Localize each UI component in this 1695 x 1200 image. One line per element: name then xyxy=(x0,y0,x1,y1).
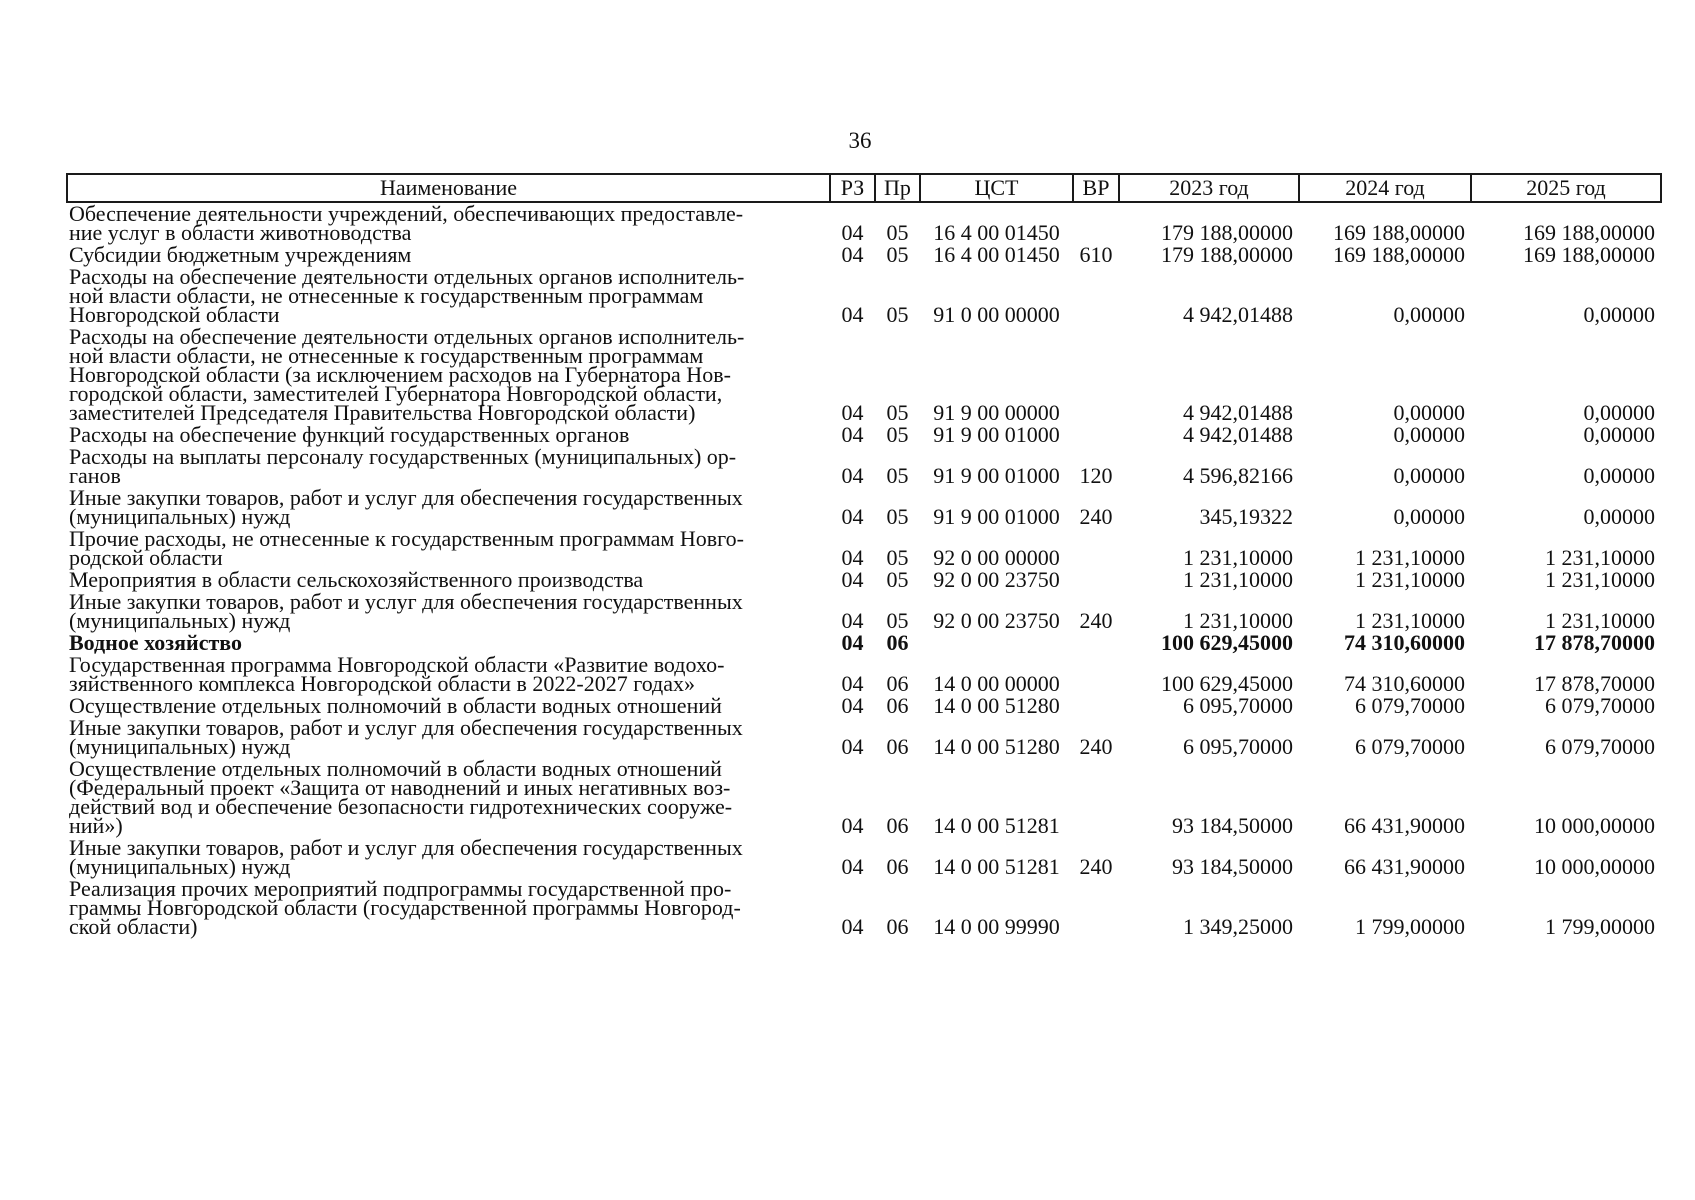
row-name-line: Прочие расходы, не отнесенные к государственным программам Новго- xyxy=(69,526,744,551)
row-pr: 06 xyxy=(886,854,909,879)
row-name xyxy=(67,528,830,569)
row-name xyxy=(67,878,830,938)
row-cst: 91 9 00 01000 xyxy=(933,463,1060,488)
table-row xyxy=(67,591,1661,632)
row-2024: 6 079,70000 xyxy=(1355,734,1465,759)
row-name-line: Иные закупки товаров, работ и услуг для обеспечения государственных xyxy=(69,589,743,614)
row-cst: 92 0 00 23750 xyxy=(933,608,1060,633)
table-row xyxy=(67,244,1661,266)
table-row xyxy=(67,487,1661,528)
row-pr: 06 xyxy=(886,693,909,718)
row-name xyxy=(67,632,830,654)
row-2025: 17 878,70000 xyxy=(1534,671,1655,696)
row-rz: 04 xyxy=(841,734,864,759)
row-2025: 0,00000 xyxy=(1583,400,1655,425)
row-2025: 1 231,10000 xyxy=(1545,545,1655,570)
row-vr xyxy=(1073,528,1119,569)
row-pr: 06 xyxy=(886,914,909,939)
row-vr xyxy=(1073,878,1119,938)
row-2023: 4 596,82166 xyxy=(1183,463,1293,488)
row-2023: 179 188,00000 xyxy=(1161,220,1293,245)
row-vr xyxy=(1073,695,1119,717)
row-name-line: Субсидии бюджетным учреждениям xyxy=(69,242,412,267)
row-name xyxy=(67,758,830,837)
row-name-line: Водное хозяйство xyxy=(69,630,242,655)
row-pr: 05 xyxy=(886,422,909,447)
row-name-line: (муниципальных) нужд xyxy=(69,504,291,529)
row-2025: 6 079,70000 xyxy=(1545,734,1655,759)
row-rz: 04 xyxy=(841,463,864,488)
row-2025: 0,00000 xyxy=(1583,302,1655,327)
row-2023: 1 349,25000 xyxy=(1183,914,1293,939)
row-name xyxy=(67,326,830,424)
table-row xyxy=(67,695,1661,717)
row-name-line: городской области, заместителей Губернатора Новгородской области, xyxy=(69,381,723,406)
row-cst: 14 0 00 99990 xyxy=(933,914,1060,939)
row-name xyxy=(67,202,830,244)
row-vr: 240 xyxy=(1079,854,1113,879)
header-2025: 2025 год xyxy=(1471,174,1661,202)
row-cst: 91 9 00 01000 xyxy=(933,422,1060,447)
header-2024: 2024 год xyxy=(1299,174,1471,202)
row-pr: 05 xyxy=(886,545,909,570)
row-name-line: Расходы на обеспечение деятельности отдельных органов исполнитель- xyxy=(69,324,745,349)
row-2023: 4 942,01488 xyxy=(1183,400,1293,425)
row-cst: 16 4 00 01450 xyxy=(933,220,1060,245)
row-2025: 17 878,70000 xyxy=(1534,630,1655,655)
row-name-line: Осуществление отдельных полномочий в области водных отношений xyxy=(69,756,722,781)
row-2024: 74 310,60000 xyxy=(1344,630,1465,655)
row-2025: 10 000,00000 xyxy=(1534,854,1655,879)
row-cst: 92 0 00 23750 xyxy=(933,567,1060,592)
row-name-line: (муниципальных) нужд xyxy=(69,854,291,879)
table-row xyxy=(67,569,1661,591)
row-name xyxy=(67,695,830,717)
row-2025: 169 188,00000 xyxy=(1523,220,1655,245)
row-name-line: ской области) xyxy=(69,914,198,939)
row-2025: 1 231,10000 xyxy=(1545,608,1655,633)
row-2024: 0,00000 xyxy=(1393,302,1465,327)
row-rz: 04 xyxy=(841,671,864,696)
row-rz: 04 xyxy=(841,813,864,838)
row-2024: 1 231,10000 xyxy=(1355,567,1465,592)
row-vr: 240 xyxy=(1079,734,1113,759)
row-2023: 93 184,50000 xyxy=(1172,854,1293,879)
row-vr xyxy=(1073,202,1119,244)
header-2023: 2023 год xyxy=(1119,174,1299,202)
row-name-line: Иные закупки товаров, работ и услуг для обеспечения государственных xyxy=(69,835,743,860)
row-pr: 05 xyxy=(886,302,909,327)
row-name-line: Новгородской области (за исключением расходов на Губернатора Нов- xyxy=(69,362,731,387)
row-name xyxy=(67,569,830,591)
row-name xyxy=(67,591,830,632)
row-vr: 120 xyxy=(1079,463,1113,488)
row-name-line: Государственная программа Новгородской области «Развитие водохо- xyxy=(69,652,725,677)
header-rz: РЗ xyxy=(830,174,875,202)
row-name-line: Обеспечение деятельности учреждений, обеспечивающих предоставле- xyxy=(69,201,744,226)
row-rz: 04 xyxy=(841,400,864,425)
row-2024: 1 231,10000 xyxy=(1355,545,1465,570)
row-pr: 05 xyxy=(886,504,909,529)
row-rz: 04 xyxy=(841,630,864,655)
row-2024: 169 188,00000 xyxy=(1333,242,1465,267)
row-cst: 16 4 00 01450 xyxy=(933,242,1060,267)
row-rz: 04 xyxy=(841,567,864,592)
row-vr xyxy=(1073,266,1119,326)
table-row xyxy=(67,878,1661,938)
table-row xyxy=(67,446,1661,487)
row-name-line: действий вод и обеспечение безопасности гидротехнических сооруже- xyxy=(69,794,733,819)
table-row xyxy=(67,528,1661,569)
page-number: 36 xyxy=(848,128,872,153)
row-vr xyxy=(1073,569,1119,591)
row-2023: 93 184,50000 xyxy=(1172,813,1293,838)
row-2023: 100 629,45000 xyxy=(1161,630,1293,655)
row-rz: 04 xyxy=(841,504,864,529)
row-pr: 05 xyxy=(886,567,909,592)
row-2024: 1 799,00000 xyxy=(1355,914,1465,939)
row-name-line: Иные закупки товаров, работ и услуг для обеспечения государственных xyxy=(69,715,743,740)
row-name xyxy=(67,487,830,528)
row-2023: 6 095,70000 xyxy=(1183,734,1293,759)
table-row xyxy=(67,202,1661,244)
row-2024: 0,00000 xyxy=(1393,463,1465,488)
row-vr xyxy=(1073,758,1119,837)
row-rz: 04 xyxy=(841,302,864,327)
table-row xyxy=(67,717,1661,758)
row-2023: 6 095,70000 xyxy=(1183,693,1293,718)
row-rz: 04 xyxy=(841,422,864,447)
row-2024: 0,00000 xyxy=(1393,400,1465,425)
row-name-line: зяйственного комплекса Новгородской области в 2022-2027 годах» xyxy=(69,671,696,696)
row-2025: 1 231,10000 xyxy=(1545,567,1655,592)
row-rz: 04 xyxy=(841,545,864,570)
row-name-line: Расходы на выплаты персоналу государственных (муниципальных) ор- xyxy=(69,444,737,469)
row-name-line: родской области xyxy=(69,545,223,570)
row-pr: 05 xyxy=(886,242,909,267)
table-header-row xyxy=(67,174,1661,202)
row-vr: 240 xyxy=(1079,608,1113,633)
row-name-line: (муниципальных) нужд xyxy=(69,608,291,633)
row-cst: 14 0 00 51281 xyxy=(933,854,1060,879)
row-rz: 04 xyxy=(841,220,864,245)
row-name-line: ний») xyxy=(69,813,123,838)
row-vr xyxy=(1073,326,1119,424)
row-name-line: Расходы на обеспечение деятельности отдельных органов исполнитель- xyxy=(69,264,745,289)
row-name-line: Новгородской области xyxy=(69,302,280,327)
row-2025: 10 000,00000 xyxy=(1534,813,1655,838)
row-rz: 04 xyxy=(841,242,864,267)
row-pr: 05 xyxy=(886,463,909,488)
budget-table xyxy=(66,173,1662,938)
row-pr: 06 xyxy=(886,630,909,655)
row-name-line: Мероприятия в области сельскохозяйственного производства xyxy=(69,567,644,592)
row-2023: 345,19322 xyxy=(1199,504,1293,529)
row-2025: 0,00000 xyxy=(1583,422,1655,447)
row-cst: 91 9 00 00000 xyxy=(933,400,1060,425)
row-name xyxy=(67,837,830,878)
row-vr xyxy=(1073,424,1119,446)
row-pr: 05 xyxy=(886,220,909,245)
row-2025: 1 799,00000 xyxy=(1545,914,1655,939)
header-name: Наименование xyxy=(67,174,830,202)
row-2023: 1 231,10000 xyxy=(1183,567,1293,592)
row-2025: 0,00000 xyxy=(1583,463,1655,488)
row-2024: 169 188,00000 xyxy=(1333,220,1465,245)
row-name xyxy=(67,446,830,487)
row-cst: 92 0 00 00000 xyxy=(933,545,1060,570)
row-2024: 74 310,60000 xyxy=(1344,671,1465,696)
header-vr: ВР xyxy=(1073,174,1119,202)
row-2024: 1 231,10000 xyxy=(1355,608,1465,633)
table-row xyxy=(67,326,1661,424)
row-2024: 0,00000 xyxy=(1393,504,1465,529)
row-pr: 05 xyxy=(886,400,909,425)
row-name-line: (муниципальных) нужд xyxy=(69,734,291,759)
row-2025: 169 188,00000 xyxy=(1523,242,1655,267)
row-name-line: ние услуг в области животноводства xyxy=(69,220,412,245)
row-name xyxy=(67,654,830,695)
row-pr: 06 xyxy=(886,813,909,838)
row-2025: 0,00000 xyxy=(1583,504,1655,529)
row-2023: 179 188,00000 xyxy=(1161,242,1293,267)
row-2024: 6 079,70000 xyxy=(1355,693,1465,718)
row-2023: 100 629,45000 xyxy=(1161,671,1293,696)
row-2023: 1 231,10000 xyxy=(1183,545,1293,570)
row-pr: 06 xyxy=(886,671,909,696)
row-name-line: Расходы на обеспечение функций государственных органов xyxy=(69,422,630,447)
table-row xyxy=(67,266,1661,326)
header-cst: ЦСТ xyxy=(920,174,1073,202)
table-row xyxy=(67,632,1661,654)
row-pr: 05 xyxy=(886,608,909,633)
table-row xyxy=(67,654,1661,695)
row-cst: 91 0 00 00000 xyxy=(933,302,1060,327)
row-name-line: ной власти области, не отнесенные к государственным программам xyxy=(69,343,704,368)
row-name-line: заместителей Председателя Правительства Новгородской области) xyxy=(69,400,696,425)
row-cst: 91 9 00 01000 xyxy=(933,504,1060,529)
row-vr xyxy=(1073,654,1119,695)
row-pr: 06 xyxy=(886,734,909,759)
row-2025: 6 079,70000 xyxy=(1545,693,1655,718)
table-body xyxy=(67,202,1661,938)
row-name xyxy=(67,424,830,446)
row-name-line: ной власти области, не отнесенные к государственным программам xyxy=(69,283,704,308)
row-vr xyxy=(1073,632,1119,654)
row-cst: 14 0 00 51280 xyxy=(933,734,1060,759)
row-cst: 14 0 00 51280 xyxy=(933,693,1060,718)
row-cst: 14 0 00 51281 xyxy=(933,813,1060,838)
row-name xyxy=(67,266,830,326)
row-name-line: ганов xyxy=(69,463,121,488)
row-name-line: (Федеральный проект «Защита от наводнений и иных негативных воз- xyxy=(69,775,731,800)
row-2024: 66 431,90000 xyxy=(1344,813,1465,838)
row-2023: 1 231,10000 xyxy=(1183,608,1293,633)
row-rz: 04 xyxy=(841,914,864,939)
row-rz: 04 xyxy=(841,693,864,718)
table-row xyxy=(67,837,1661,878)
row-2023: 4 942,01488 xyxy=(1183,302,1293,327)
row-cst xyxy=(920,632,1073,654)
row-2023: 4 942,01488 xyxy=(1183,422,1293,447)
row-vr: 610 xyxy=(1079,242,1113,267)
row-rz: 04 xyxy=(841,608,864,633)
row-2024: 66 431,90000 xyxy=(1344,854,1465,879)
header-pr: Пр xyxy=(875,174,920,202)
row-2024: 0,00000 xyxy=(1393,422,1465,447)
row-name-line: Осуществление отдельных полномочий в области водных отношений xyxy=(69,693,722,718)
row-name xyxy=(67,717,830,758)
row-name-line: Иные закупки товаров, работ и услуг для обеспечения государственных xyxy=(69,485,743,510)
row-name-line: Реализация прочих мероприятий подпрограммы государственной про- xyxy=(69,876,732,901)
row-vr: 240 xyxy=(1079,504,1113,529)
row-cst: 14 0 00 00000 xyxy=(933,671,1060,696)
table-row xyxy=(67,758,1661,837)
row-name-line: граммы Новгородской области (государственной программы Новгород- xyxy=(69,895,741,920)
table-row xyxy=(67,424,1661,446)
row-name xyxy=(67,244,830,266)
row-rz: 04 xyxy=(841,854,864,879)
